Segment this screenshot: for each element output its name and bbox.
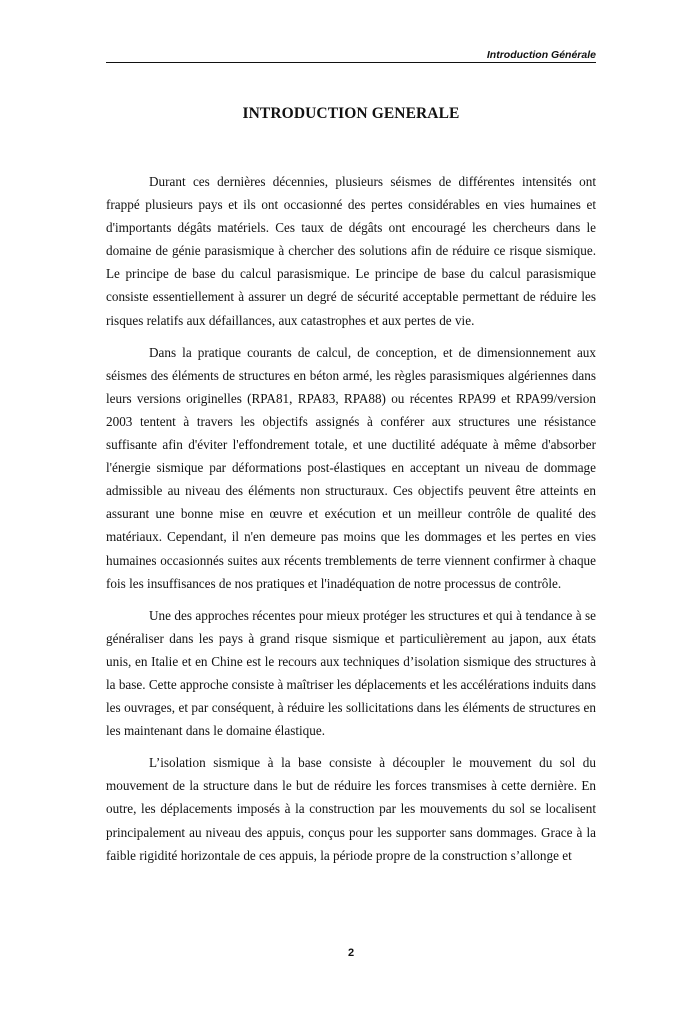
body-text xyxy=(106,170,596,876)
running-header: Introduction Générale xyxy=(486,49,596,61)
page-title: INTRODUCTION GENERALE xyxy=(242,105,460,122)
page-number: 2 xyxy=(347,947,355,959)
paragraph-1: Durant ces dernières décennies, plusieurs séismes de différentes intensités ont frappé plusieurs pays et ils ont occasionné des pertes considérables en vies humaines et d'importants dégâts matériels. Ces taux de dégâts ont encouragé les chercheurs dans le domaine de génie parasismique à chercher des solutions afin de réduire ce risque sismique. Le principe de base du calcul parasismique. Le principe de base du calcul parasismique consiste essentiellement à assurer un degré de sécurité acceptable permettant de réduire les risques relatifs aux défaillances, aux catastrophes et aux pertes de vie. xyxy=(106,174,596,328)
paragraph-4: L’isolation sismique à la base consiste à découpler le mouvement du sol du mouvement de la structure dans le but de réduire les forces transmises à cette dernière. En outre, les déplacements imposés à la construction par les mouvements du sol se localisent principalement au niveau des appuis, conçus pour les supporter sans dommages. Grace à la faible rigidité horizontale de ces appuis, la période propre de la construction s’allonge et xyxy=(106,755,596,863)
header-rule xyxy=(106,62,596,63)
paragraph-2: Dans la pratique courants de calcul, de conception, et de dimensionnement aux séismes des éléments de structures en béton armé, les règles parasismiques algériennes dans leurs versions originelles (RPA81, RPA83, RPA88) ou récentes RPA99 et RPA99/version 2003 tentent à travers les objectifs assignés à conférer aux structures une résistance suffisante afin d'éviter l'effondrement totale, et une ductilité adéquate à même d'absorber l'énergie sismique par déformations post-élastiques en acceptant un niveau de dommage admissible au niveau des éléments non structuraux. Ces objectifs peuvent être atteints en assurant une bonne mise en œuvre et exécution et un meilleur contrôle de qualité des matériaux. Cependant, il n'en demeure pas moins que les dommages et les pertes en vies humaines occasionnés suites aux récents tremblements de terre viennent confirmer à chaque fois les insuffisances de nos pratiques et l'inadéquation de notre processus de contrôle. xyxy=(106,344,596,591)
paragraph-3: Une des approches récentes pour mieux protéger les structures et qui à tendance à se généraliser dans les pays à grand risque sismique et particulièrement au japon, aux états unis, en Italie et en Chine est le recours aux techniques d’isolation sismique des structures à la base. Cette approche consiste à maîtriser les déplacements et les accélérations induits dans les ouvrages, et par conséquent, à réduire les sollicitations dans les éléments de structures en les maintenant dans le domaine élastique. xyxy=(106,607,596,739)
